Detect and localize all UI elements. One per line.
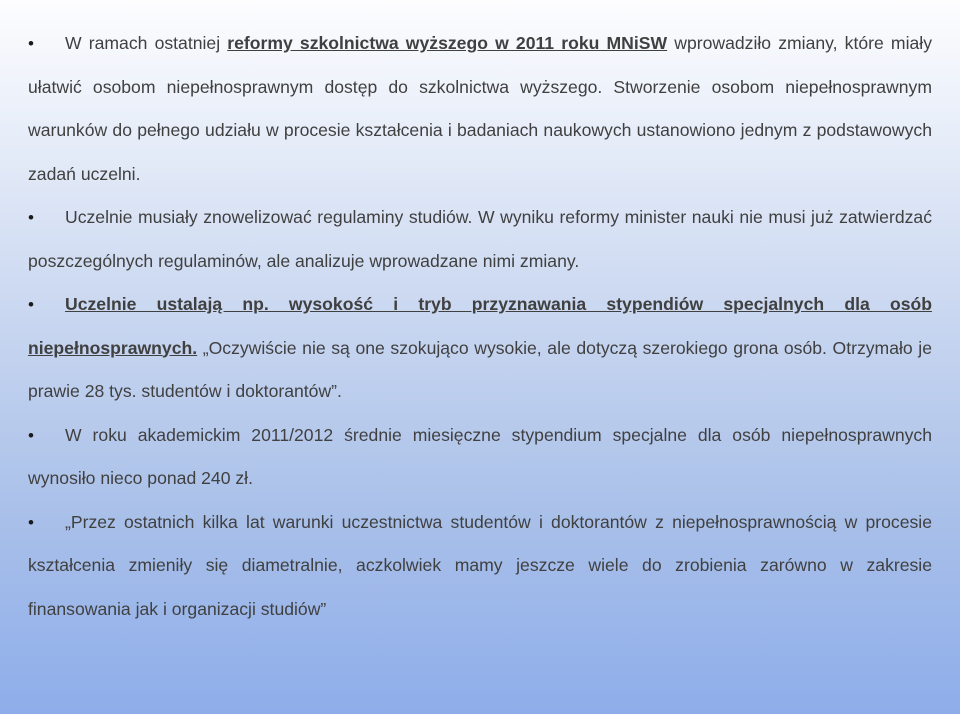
paragraph-text: wprowadziło zmiany, które miały ułatwić osobom niepełnosprawnym dostęp do szkolnictwa wyższego. Stworzenie osobom niepełnosprawnym warunków do pełnego udziału w procesie kształcenia i badaniach naukowych ustanowiono jednym z podstawowych zadań uczelni. xyxy=(28,33,932,184)
paragraph-text: „Przez ostatnich kilka lat warunki uczestnictwa studentów i doktorantów z niepełnosprawnością w procesie kształcenia zmieniły się diametralnie, aczkolwiek mamy jeszcze wiele do zrobienia zarówno w zakresie finansowania jak i organizacji studiów” xyxy=(28,511,932,619)
paragraph-text: „Oczywiście nie są one szokująco wysokie, ale dotyczą szerokiego grona osób. Otrzymało je prawie 28 tys. studentów i doktorantów”. xyxy=(28,337,932,401)
bullet-icon: • xyxy=(28,425,34,445)
bullet-paragraph-regulations xyxy=(28,196,932,283)
bullet-icon: • xyxy=(28,208,34,227)
bullet-paragraph-stipend xyxy=(28,414,932,501)
reform-link[interactable]: reformy szkolnictwa wyższego w 2011 roku MNiSW xyxy=(227,33,668,53)
bullet-icon: • xyxy=(28,512,34,532)
bullet-paragraph-scholarships xyxy=(28,283,932,414)
paragraph-text: W ramach ostatniej xyxy=(65,33,228,53)
bullet-icon: • xyxy=(28,34,34,53)
paragraph-text: Uczelnie musiały znowelizować regulaminy studiów. W wyniku reformy minister nauki nie musi już zatwierdzać poszczególnych regulaminów, ale analizuje wprowadzane nimi zmiany. xyxy=(28,207,932,271)
paragraph-text: W roku akademickim 2011/2012 średnie miesięczne stypendium specjalne dla osób niepełnosprawnych wynosiło nieco ponad 240 zł. xyxy=(28,424,932,488)
slide-content xyxy=(28,0,932,631)
emphasized-text: Uczelnie ustalają np. wysokość i tryb przyznawania stypendiów specjalnych dla osób niepełnosprawnych. xyxy=(28,294,932,358)
bullet-paragraph-reform xyxy=(28,22,932,196)
bullet-icon: • xyxy=(28,295,34,314)
bullet-paragraph-quote xyxy=(28,501,932,632)
